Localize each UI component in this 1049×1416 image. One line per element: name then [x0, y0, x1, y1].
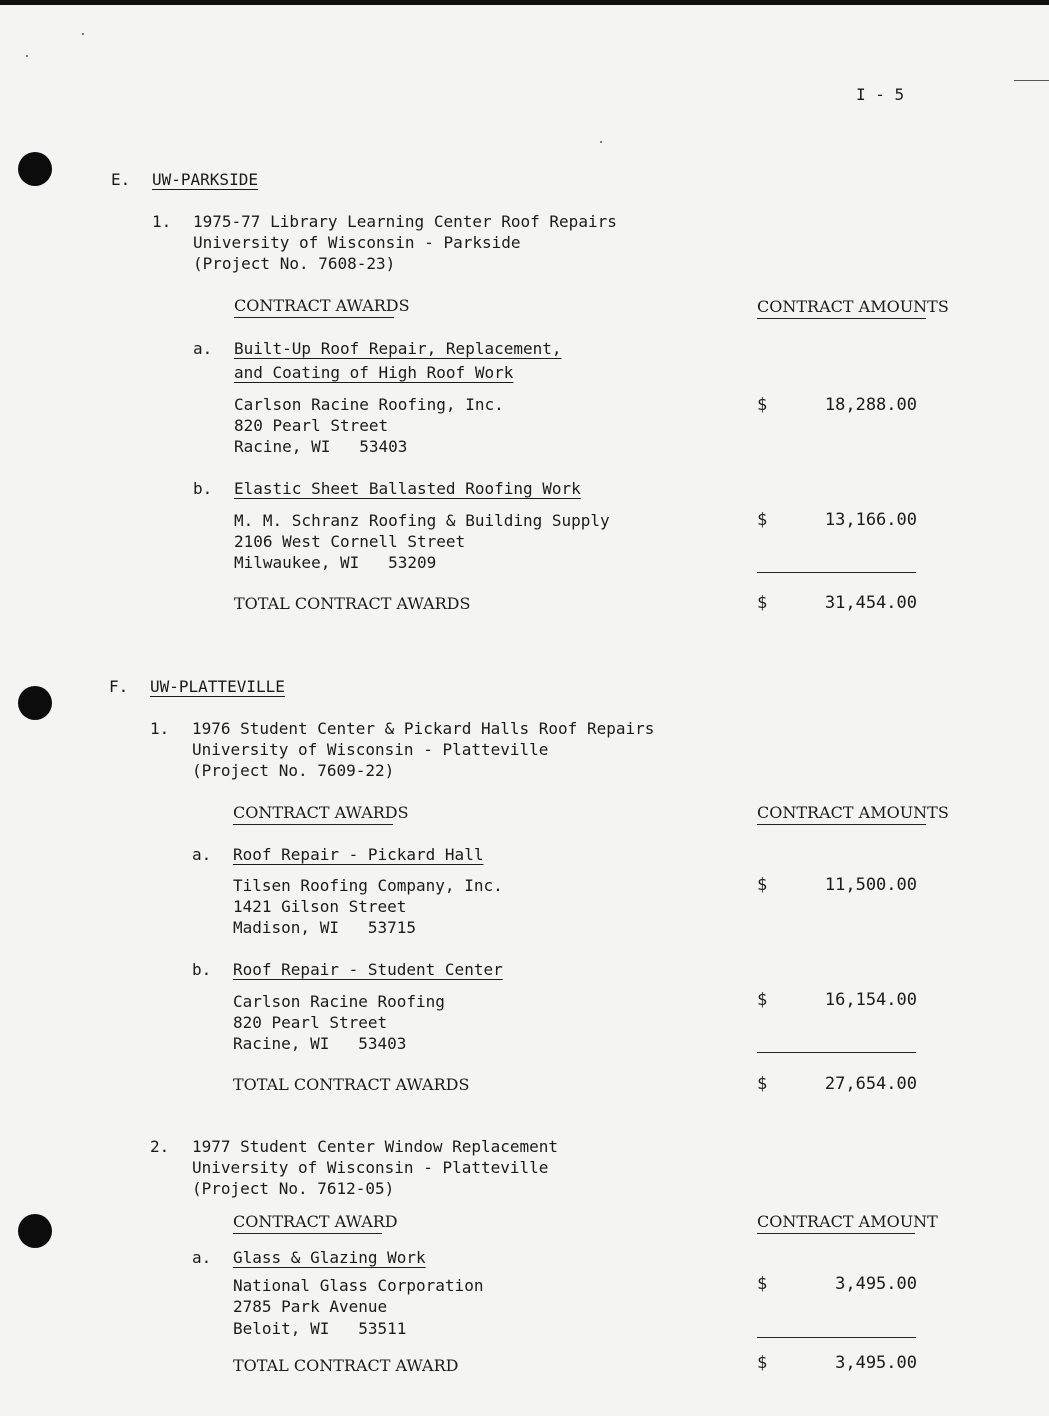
binder-hole — [18, 152, 52, 186]
contractor-city: Racine, WI 53403 — [234, 437, 408, 456]
contractor-name: Carlson Racine Roofing — [233, 992, 445, 1011]
section-title: UW-PARKSIDE — [152, 170, 258, 189]
dollar-sign: $ — [757, 875, 768, 895]
award-title: Elastic Sheet Ballasted Roofing Work — [234, 479, 581, 498]
header-underline — [757, 318, 926, 319]
contractor-city: Beloit, WI 53511 — [233, 1319, 407, 1338]
contract-amounts-header: CONTRACT AMOUNT — [757, 1212, 938, 1231]
amount-value: 31,454.00 — [824, 593, 917, 613]
contractor-city: Madison, WI 53715 — [233, 918, 417, 937]
award-title: Glass & Glazing Work — [233, 1248, 426, 1267]
header-underline — [234, 317, 394, 318]
page-edge-mark — [1014, 80, 1049, 81]
dollar-sign: $ — [757, 1274, 768, 1294]
award-title: Built-Up Roof Repair, Replacement, — [234, 339, 562, 358]
section-title: UW-PLATTEVILLE — [150, 677, 285, 696]
project-number: (Project No. 7608-23) — [193, 254, 396, 273]
amount-value: 11,500.00 — [824, 875, 917, 895]
project-title: 1975-77 Library Learning Center Roof Repairs — [193, 212, 617, 231]
total-amount — [757, 1353, 917, 1416]
contractor-street: 2785 Park Avenue — [233, 1297, 388, 1316]
contractor-name: National Glass Corporation — [233, 1276, 484, 1295]
contractor-city: Racine, WI 53403 — [233, 1034, 407, 1053]
page-number: I - 5 — [856, 85, 905, 104]
contract-amount — [757, 990, 917, 1053]
contractor-street: 2106 West Cornell Street — [234, 532, 466, 551]
header-underline — [757, 824, 926, 825]
award-letter: a. — [193, 339, 213, 358]
total-label: TOTAL CONTRACT AWARDS — [233, 1075, 470, 1094]
contractor-name: Tilsen Roofing Company, Inc. — [233, 876, 503, 895]
contract-awards-header: CONTRACT AWARD — [233, 1212, 398, 1231]
award-letter: b. — [192, 960, 212, 979]
amount-value: 16,154.00 — [824, 990, 917, 1010]
contract-amount — [757, 510, 917, 573]
section-letter: F. — [109, 677, 129, 696]
project-number: (Project No. 7609-22) — [192, 761, 395, 780]
project-title: 1976 Student Center & Pickard Halls Roof Repairs — [192, 719, 655, 738]
amount-value: 18,288.00 — [824, 395, 917, 415]
sum-rule — [757, 572, 916, 573]
award-letter: a. — [192, 1248, 212, 1267]
project-number: (Project No. 7612-05) — [192, 1179, 395, 1198]
sum-rule — [757, 1337, 916, 1338]
contractor-name: M. M. Schranz Roofing & Building Supply — [234, 511, 610, 530]
header-underline — [233, 824, 393, 825]
dollar-sign: $ — [757, 990, 768, 1010]
contract-amounts-header: CONTRACT AMOUNTS — [757, 803, 949, 822]
binder-hole — [18, 1214, 52, 1248]
item-number: 1. — [150, 719, 170, 738]
dollar-sign: $ — [757, 510, 768, 530]
award-title: and Coating of High Roof Work — [234, 363, 514, 382]
contract-amount — [757, 395, 917, 458]
scan-speck — [82, 33, 84, 35]
contract-amount — [757, 875, 917, 938]
page-top-edge — [0, 0, 1049, 5]
contract-awards-header: CONTRACT AWARDS — [234, 296, 410, 315]
award-title: Roof Repair - Pickard Hall — [233, 845, 484, 864]
item-number: 1. — [152, 212, 172, 231]
total-label: TOTAL CONTRACT AWARDS — [234, 594, 471, 613]
header-underline — [757, 1233, 915, 1234]
project-campus: University of Wisconsin - Platteville — [192, 1158, 549, 1177]
section-letter: E. — [111, 170, 131, 189]
dollar-sign: $ — [757, 1353, 768, 1373]
scan-speck — [600, 141, 602, 143]
contractor-city: Milwaukee, WI 53209 — [234, 553, 437, 572]
contract-awards-header: CONTRACT AWARDS — [233, 803, 409, 822]
project-campus: University of Wisconsin - Parkside — [193, 233, 521, 252]
sum-rule — [757, 1052, 916, 1053]
project-title: 1977 Student Center Window Replacement — [192, 1137, 559, 1156]
contractor-street: 820 Pearl Street — [234, 416, 389, 435]
header-underline — [233, 1233, 382, 1234]
award-title: Roof Repair - Student Center — [233, 960, 503, 979]
award-letter: a. — [192, 845, 212, 864]
amount-value: 27,654.00 — [824, 1074, 917, 1094]
total-label: TOTAL CONTRACT AWARD — [233, 1356, 459, 1375]
contract-amount — [757, 1274, 917, 1337]
total-amount — [757, 1074, 917, 1137]
amount-value: 3,495.00 — [835, 1274, 917, 1294]
binder-hole — [18, 686, 52, 720]
scan-speck — [26, 55, 28, 57]
contractor-name: Carlson Racine Roofing, Inc. — [234, 395, 504, 414]
item-number: 2. — [150, 1137, 170, 1156]
contractor-street: 820 Pearl Street — [233, 1013, 388, 1032]
amount-value: 3,495.00 — [835, 1353, 917, 1373]
contract-amounts-header: CONTRACT AMOUNTS — [757, 297, 949, 316]
contractor-street: 1421 Gilson Street — [233, 897, 407, 916]
dollar-sign: $ — [757, 1074, 768, 1094]
total-amount — [757, 593, 917, 656]
amount-value: 13,166.00 — [824, 510, 917, 530]
award-letter: b. — [193, 479, 213, 498]
project-campus: University of Wisconsin - Platteville — [192, 740, 549, 759]
dollar-sign: $ — [757, 593, 768, 613]
dollar-sign: $ — [757, 395, 768, 415]
